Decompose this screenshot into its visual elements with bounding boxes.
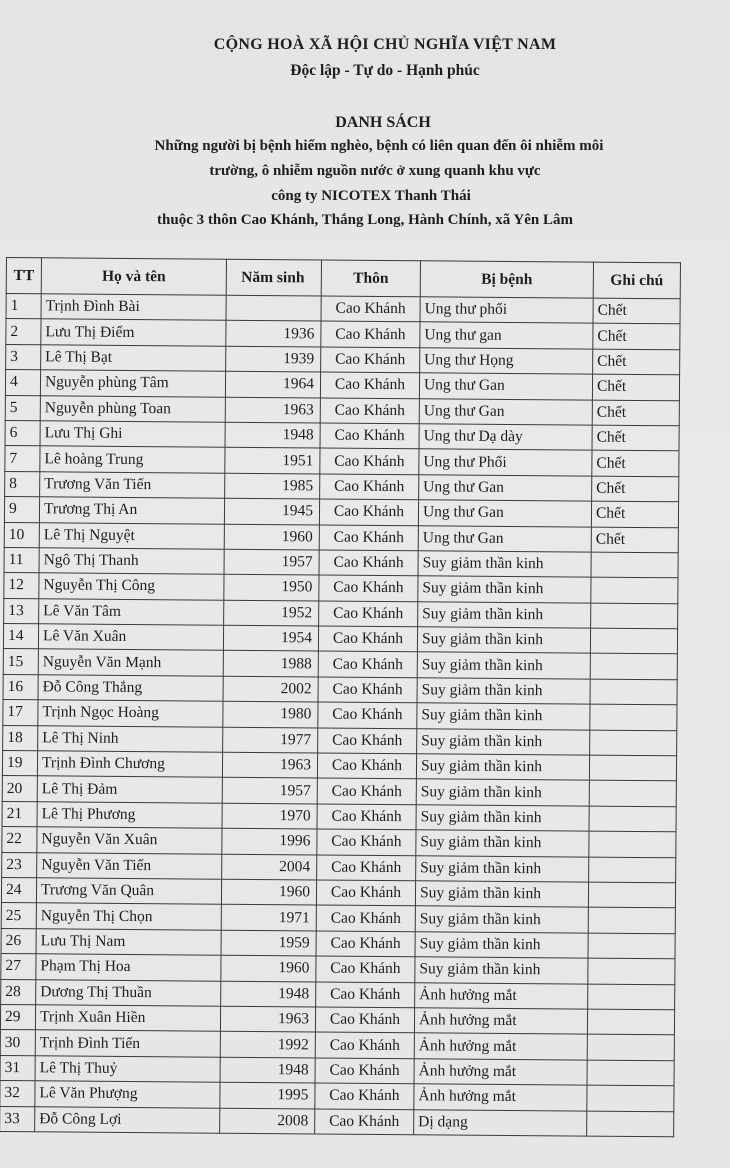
patient-name-cell: Nguyễn Văn Xuân bbox=[37, 827, 222, 854]
village-cell: Cao Khánh bbox=[315, 1007, 414, 1033]
patient-name-cell: Lê Thị Phương bbox=[37, 802, 222, 829]
disease-cell: Ung thư Gan bbox=[419, 373, 592, 400]
row-number-cell: 8 bbox=[5, 471, 40, 497]
row-number-cell: 31 bbox=[0, 1055, 35, 1081]
birth-year-cell: 1954 bbox=[223, 625, 318, 651]
subtitle-line-3: công ty NICOTEX Thanh Thái bbox=[271, 188, 471, 204]
disease-cell: Suy giảm thần kinh bbox=[417, 728, 590, 755]
note-cell bbox=[587, 1085, 674, 1111]
patient-name-cell: Nguyễn Thị Chọn bbox=[36, 903, 221, 930]
birth-year-cell: 1957 bbox=[224, 549, 319, 575]
note-cell: Chết bbox=[593, 324, 680, 350]
birth-year-cell: 1960 bbox=[221, 955, 316, 981]
column-header-birth-year: Năm sinh bbox=[226, 259, 321, 296]
birth-year-cell: 1951 bbox=[225, 448, 320, 474]
disease-cell: Ảnh hưởng mắt bbox=[415, 982, 588, 1009]
subtitle-line-4: thuộc 3 thôn Cao Khánh, Thắng Long, Hành Chính, xã Yên Lâm bbox=[157, 212, 573, 228]
village-cell: Cao Khánh bbox=[316, 931, 415, 957]
birth-year-cell: 1992 bbox=[220, 1032, 315, 1058]
village-cell: Cao Khánh bbox=[321, 296, 420, 322]
patient-name-cell: Trịnh Đình Bài bbox=[41, 294, 226, 321]
country-heading: CỘNG HOÀ XÃ HỘI CHỦ NGHĨA VIỆT NAM bbox=[213, 36, 557, 53]
disease-cell: Ung thư Họng bbox=[420, 348, 593, 375]
patient-name-cell: Lê Thị Ninh bbox=[38, 725, 223, 752]
birth-year-cell: 1960 bbox=[221, 879, 316, 905]
row-number-cell: 9 bbox=[4, 497, 39, 523]
village-cell: Cao Khánh bbox=[319, 601, 418, 627]
birth-year-cell: 1971 bbox=[221, 905, 316, 931]
row-number-cell: 14 bbox=[3, 624, 38, 650]
column-header-disease: Bị bệnh bbox=[420, 261, 593, 298]
birth-year-cell: 1945 bbox=[224, 498, 319, 524]
village-cell: Cao Khánh bbox=[319, 550, 418, 576]
birth-year-cell: 1963 bbox=[222, 752, 317, 778]
birth-year-cell: 1959 bbox=[221, 930, 316, 956]
village-cell: Cao Khánh bbox=[320, 474, 419, 500]
village-cell: Cao Khánh bbox=[321, 321, 420, 347]
column-header-note: Ghi chú bbox=[593, 262, 680, 299]
disease-cell: Ung thư Gan bbox=[418, 525, 591, 552]
village-cell: Cao Khánh bbox=[317, 804, 416, 830]
disease-cell: Suy giảm thần kinh bbox=[417, 652, 590, 679]
patient-name-cell: Nguyễn phùng Toan bbox=[40, 395, 225, 422]
patient-name-cell: Ngô Thị Thanh bbox=[39, 548, 224, 575]
row-number-cell: 11 bbox=[4, 547, 39, 573]
patient-name-cell: Lưu Thị Nam bbox=[36, 929, 221, 956]
disease-cell: Suy giảm thần kinh bbox=[417, 703, 590, 730]
birth-year-cell: 1960 bbox=[224, 524, 319, 550]
row-number-cell: 23 bbox=[2, 852, 37, 878]
disease-cell: Suy giảm thần kinh bbox=[418, 551, 591, 578]
note-cell: Chết bbox=[592, 476, 679, 502]
patient-name-cell: Nguyễn Văn Tiến bbox=[37, 852, 222, 879]
row-number-cell: 32 bbox=[0, 1081, 35, 1107]
note-cell bbox=[589, 831, 676, 857]
patient-name-cell: Lê Văn Phượng bbox=[35, 1081, 220, 1108]
village-cell: Cao Khánh bbox=[316, 880, 415, 906]
row-number-cell: 28 bbox=[1, 979, 36, 1005]
note-cell: Chết bbox=[592, 450, 679, 476]
note-cell bbox=[591, 577, 678, 603]
village-cell: Cao Khánh bbox=[315, 1058, 414, 1084]
patient-name-cell: Trương Văn Tiến bbox=[40, 472, 225, 499]
village-cell: Cao Khánh bbox=[318, 651, 417, 677]
disease-cell: Suy giảm thần kinh bbox=[418, 601, 591, 628]
village-cell: Cao Khánh bbox=[318, 728, 417, 754]
birth-year-cell: 1996 bbox=[222, 828, 317, 854]
village-cell: Cao Khánh bbox=[316, 956, 415, 982]
note-cell bbox=[589, 806, 676, 832]
birth-year-cell: 1963 bbox=[220, 1006, 315, 1032]
row-number-cell: 15 bbox=[3, 649, 38, 675]
birth-year-cell: 1985 bbox=[225, 473, 320, 499]
note-cell: Chết bbox=[591, 527, 678, 553]
row-number-cell: 29 bbox=[0, 1004, 35, 1030]
disease-cell: Ung thư phổi bbox=[420, 297, 593, 324]
row-number-cell: 20 bbox=[2, 776, 37, 802]
row-number-cell: 30 bbox=[0, 1030, 35, 1056]
disease-cell: Ảnh hưởng mắt bbox=[414, 1008, 587, 1035]
disease-cell: Suy giảm thần kinh bbox=[417, 678, 590, 705]
note-cell: Chết bbox=[591, 501, 678, 527]
village-cell: Cao Khánh bbox=[321, 347, 420, 373]
row-number-cell: 27 bbox=[1, 954, 36, 980]
birth-year-cell: 1963 bbox=[225, 397, 320, 423]
disease-cell: Ung thư Phổi bbox=[419, 449, 592, 476]
patient-name-cell: Trịnh Đình Tiến bbox=[35, 1030, 220, 1057]
disease-cell: Suy giảm thần kinh bbox=[415, 957, 588, 984]
patient-name-cell: Lê Thị Thuỷ bbox=[35, 1055, 220, 1082]
table-body bbox=[0, 294, 680, 1137]
birth-year-cell: 1948 bbox=[225, 422, 320, 448]
note-cell bbox=[588, 882, 675, 908]
village-cell: Cao Khánh bbox=[320, 448, 419, 474]
note-cell bbox=[587, 1111, 674, 1137]
birth-year-cell: 1977 bbox=[223, 727, 318, 753]
patient-list-table bbox=[0, 257, 681, 1137]
row-number-cell: 6 bbox=[5, 420, 40, 446]
note-cell bbox=[590, 654, 677, 680]
column-header-tt: TT bbox=[6, 258, 41, 294]
patient-name-cell: Lê Thị Nguyệt bbox=[39, 522, 224, 549]
birth-year-cell: 1988 bbox=[223, 651, 318, 677]
patient-name-cell: Lê Thị Bạt bbox=[41, 345, 226, 372]
note-cell: Chết bbox=[592, 400, 679, 426]
note-cell bbox=[588, 907, 675, 933]
note-cell bbox=[590, 679, 677, 705]
village-cell: Cao Khánh bbox=[316, 982, 415, 1008]
disease-cell: Dị dạng bbox=[414, 1109, 587, 1136]
note-cell bbox=[587, 1060, 674, 1086]
birth-year-cell: 1995 bbox=[220, 1082, 315, 1108]
village-cell: Cao Khánh bbox=[315, 1083, 414, 1109]
patient-name-cell: Lưu Thị Điểm bbox=[41, 319, 226, 346]
patient-name-cell: Trịnh Ngọc Hoàng bbox=[38, 700, 223, 727]
row-number-cell: 26 bbox=[1, 928, 36, 954]
table-header-row bbox=[6, 258, 680, 299]
note-cell bbox=[590, 730, 677, 756]
birth-year-cell: 1970 bbox=[222, 803, 317, 829]
note-cell bbox=[589, 781, 676, 807]
note-cell bbox=[587, 1034, 674, 1060]
row-number-cell: 21 bbox=[2, 801, 37, 827]
table-row bbox=[0, 1106, 674, 1137]
patient-name-cell: Đỗ Công Lợi bbox=[35, 1106, 220, 1133]
patient-name-cell: Lê hoàng Trung bbox=[40, 446, 225, 473]
patient-name-cell: Nguyễn phùng Tâm bbox=[40, 370, 225, 397]
row-number-cell: 2 bbox=[6, 319, 41, 345]
row-number-cell: 22 bbox=[2, 827, 37, 853]
row-number-cell: 10 bbox=[4, 522, 39, 548]
row-number-cell: 7 bbox=[5, 446, 40, 472]
disease-cell: Suy giảm thần kinh bbox=[416, 805, 589, 832]
document-title: DANH SÁCH bbox=[335, 114, 431, 131]
note-cell bbox=[588, 933, 675, 959]
row-number-cell: 3 bbox=[6, 344, 41, 370]
birth-year-cell: 1936 bbox=[226, 321, 321, 347]
birth-year-cell: 1939 bbox=[226, 346, 321, 372]
village-cell: Cao Khánh bbox=[317, 855, 416, 881]
birth-year-cell: 1980 bbox=[223, 701, 318, 727]
note-cell bbox=[591, 603, 678, 629]
disease-cell: Ung thư gan bbox=[420, 322, 593, 349]
village-cell: Cao Khánh bbox=[317, 753, 416, 779]
village-cell: Cao Khánh bbox=[319, 575, 418, 601]
disease-cell: Ung thư Dạ dày bbox=[419, 424, 592, 451]
village-cell: Cao Khánh bbox=[320, 423, 419, 449]
disease-cell: Suy giảm thần kinh bbox=[416, 830, 589, 857]
patient-name-cell: Phạm Thị Hoa bbox=[36, 954, 221, 981]
note-cell bbox=[589, 755, 676, 781]
row-number-cell: 5 bbox=[5, 395, 40, 421]
disease-cell: Ung thư Gan bbox=[419, 398, 592, 425]
disease-cell: Suy giảm thần kinh bbox=[415, 906, 588, 933]
note-cell: Chết bbox=[592, 374, 679, 400]
subtitle-line-1: Những người bị bệnh hiểm nghèo, bệnh có liên quan đến ôi nhiễm môi bbox=[154, 138, 604, 154]
village-cell: Cao Khánh bbox=[318, 626, 417, 652]
note-cell bbox=[591, 552, 678, 578]
disease-cell: Ung thư Gan bbox=[418, 500, 591, 527]
village-cell: Cao Khánh bbox=[320, 372, 419, 398]
birth-year-cell: 1950 bbox=[224, 575, 319, 601]
note-cell: Chết bbox=[592, 425, 679, 451]
row-number-cell: 19 bbox=[2, 751, 37, 777]
note-cell bbox=[590, 704, 677, 730]
patient-name-cell: Lê Thị Đảm bbox=[37, 776, 222, 803]
patient-name-cell: Trịnh Xuân Hiền bbox=[35, 1005, 220, 1032]
row-number-cell: 16 bbox=[3, 674, 38, 700]
disease-cell: Ảnh hưởng mắt bbox=[414, 1058, 587, 1085]
village-cell: Cao Khánh bbox=[315, 1108, 414, 1134]
village-cell: Cao Khánh bbox=[315, 1032, 414, 1058]
village-cell: Cao Khánh bbox=[319, 499, 418, 525]
row-number-cell: 1 bbox=[6, 294, 41, 320]
disease-cell: Suy giảm thần kinh bbox=[415, 881, 588, 908]
birth-year-cell: 2004 bbox=[222, 854, 317, 880]
disease-cell: Suy giảm thần kinh bbox=[417, 627, 590, 654]
patient-name-cell: Dương Thị Thuần bbox=[36, 979, 221, 1006]
village-cell: Cao Khánh bbox=[316, 905, 415, 931]
disease-cell: Ảnh hưởng mắt bbox=[414, 1033, 587, 1060]
disease-cell: Suy giảm thần kinh bbox=[418, 576, 591, 603]
village-cell: Cao Khánh bbox=[320, 398, 419, 424]
note-cell: Chết bbox=[593, 349, 680, 375]
birth-year-cell: 1948 bbox=[220, 1057, 315, 1083]
disease-cell: Ảnh hưởng mắt bbox=[414, 1084, 587, 1111]
note-cell bbox=[588, 958, 675, 984]
row-number-cell: 18 bbox=[3, 725, 38, 751]
note-cell bbox=[590, 628, 677, 654]
motto-heading: Độc lập - Tự do - Hạnh phúc bbox=[290, 62, 480, 79]
patient-name-cell: Lưu Thị Ghi bbox=[40, 421, 225, 448]
patient-name-cell: Trịnh Đình Chương bbox=[37, 751, 222, 778]
birth-year-cell bbox=[226, 295, 321, 321]
patient-name-cell: Trương Thị An bbox=[39, 497, 224, 524]
column-header-name: Họ và tên bbox=[41, 258, 226, 295]
village-cell: Cao Khánh bbox=[317, 829, 416, 855]
village-cell: Cao Khánh bbox=[317, 778, 416, 804]
disease-cell: Suy giảm thần kinh bbox=[416, 779, 589, 806]
patient-name-cell: Trương Văn Quân bbox=[36, 878, 221, 905]
row-number-cell: 12 bbox=[4, 573, 39, 599]
patient-name-cell: Nguyễn Văn Mạnh bbox=[38, 649, 223, 676]
birth-year-cell: 1957 bbox=[222, 778, 317, 804]
patient-name-cell: Nguyễn Thị Công bbox=[39, 573, 224, 600]
disease-cell: Suy giảm thần kinh bbox=[416, 754, 589, 781]
row-number-cell: 17 bbox=[3, 700, 38, 726]
row-number-cell: 33 bbox=[0, 1106, 35, 1132]
row-number-cell: 4 bbox=[5, 370, 40, 396]
column-header-village: Thôn bbox=[321, 260, 420, 297]
patient-name-cell: Đỗ Công Thắng bbox=[38, 675, 223, 702]
patient-name-cell: Lê Văn Xuân bbox=[38, 624, 223, 651]
note-cell bbox=[589, 857, 676, 883]
birth-year-cell: 1964 bbox=[225, 371, 320, 397]
row-number-cell: 13 bbox=[4, 598, 39, 624]
birth-year-cell: 2008 bbox=[220, 1108, 315, 1134]
row-number-cell: 24 bbox=[1, 877, 36, 903]
village-cell: Cao Khánh bbox=[318, 702, 417, 728]
village-cell: Cao Khánh bbox=[318, 677, 417, 703]
disease-cell: Suy giảm thần kinh bbox=[416, 855, 589, 882]
birth-year-cell: 2002 bbox=[223, 676, 318, 702]
disease-cell: Suy giảm thần kinh bbox=[415, 932, 588, 959]
village-cell: Cao Khánh bbox=[319, 524, 418, 550]
note-cell: Chết bbox=[593, 298, 680, 324]
birth-year-cell: 1948 bbox=[221, 981, 316, 1007]
patient-name-cell: Lê Văn Tâm bbox=[39, 598, 224, 625]
disease-cell: Ung thư Gan bbox=[419, 474, 592, 501]
note-cell bbox=[588, 984, 675, 1010]
note-cell bbox=[587, 1009, 674, 1035]
row-number-cell: 25 bbox=[1, 903, 36, 929]
birth-year-cell: 1952 bbox=[224, 600, 319, 626]
subtitle-line-2: trường, ô nhiễm nguồn nước ở xung quanh khu vực bbox=[209, 163, 541, 179]
